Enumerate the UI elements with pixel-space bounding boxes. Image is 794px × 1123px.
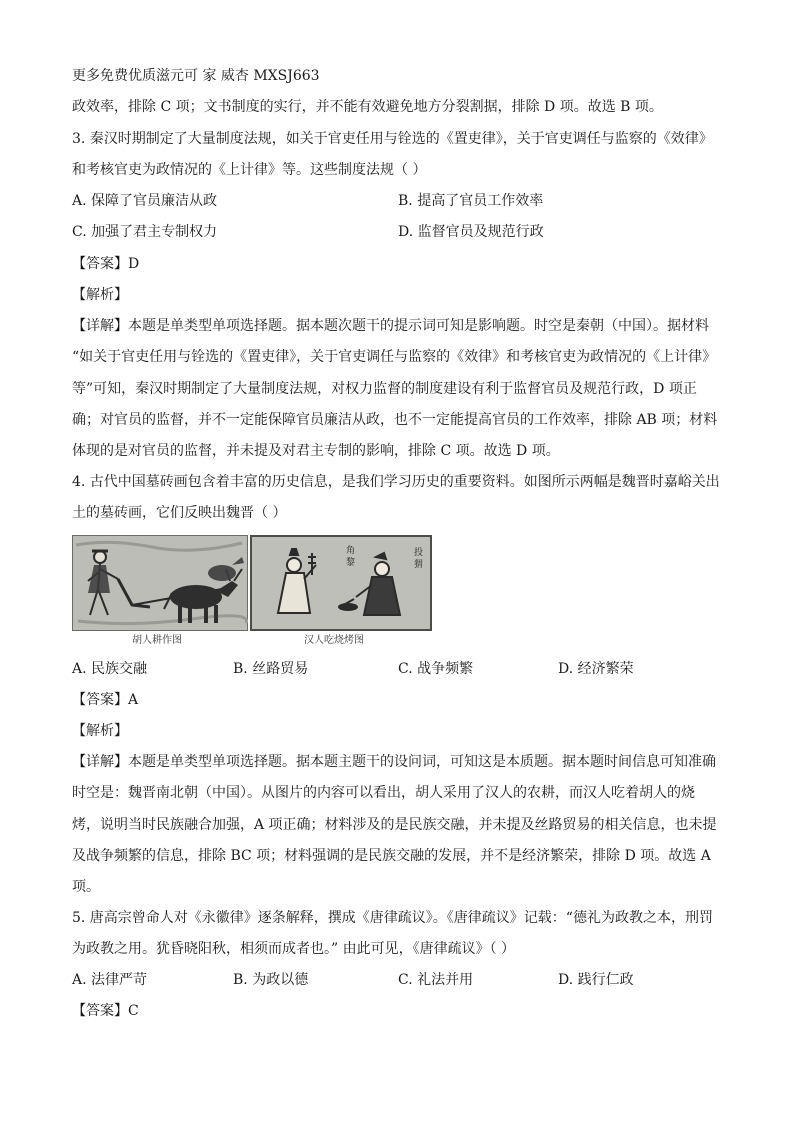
q4-stem-line1: 4. 古代中国墓砖画包含着丰富的历史信息，是我们学习历史的重要资料。如图所示两幅是魏晋时嘉峪关出 xyxy=(72,474,720,490)
answer-value: C xyxy=(128,1003,139,1019)
q4-detail-line4: 及战争频繁的信息，排除 BC 项；材料强调的是民族交融的发展，并不是经济繁荣，排除 D 项。故选 A xyxy=(72,848,711,864)
figure-barbecue-image xyxy=(250,535,432,631)
inscription-4: 猬 xyxy=(414,560,424,570)
q3-answer xyxy=(72,254,724,274)
q3-stem-line1: 3. 秦汉时期制定了大量制度法规，如关于官吏任用与铨选的《置吏律》，关于官吏调任与监察的《效律》 xyxy=(72,131,713,147)
q4-stem-line2: 土的墓砖画，它们反映出魏晋（ ） xyxy=(72,505,287,521)
q3-detail-line2: “如关于官吏任用与铨选的《置吏律》，关于官吏调任与监察的《效律》和考核官吏为政情况的《上计律》 xyxy=(72,349,717,365)
answer-tag: 【答案】 xyxy=(72,692,128,708)
q4-analysis-tag: 【解析】 xyxy=(72,723,128,739)
q5-answer xyxy=(72,1001,724,1021)
q3-stem-line2: 和考核官吏为政情况的《上计律》等。这些制度法规（ ） xyxy=(72,162,427,178)
q4-option-b: B. 丝路贸易 xyxy=(233,661,309,677)
detail-tag: 【详解】 xyxy=(72,318,128,334)
q5-option-b: B. 为政以德 xyxy=(233,972,309,988)
detail-tag: 【详解】 xyxy=(72,754,128,770)
q4-answer xyxy=(72,690,724,710)
figure-barbecue-caption: 汉人吃烧烤图 xyxy=(304,635,364,646)
answer-tag: 【答案】 xyxy=(72,256,128,272)
q3-option-b: B. 提高了官员工作效率 xyxy=(398,193,544,209)
barbecue-scene-drawing xyxy=(250,535,432,631)
q5-option-d: D. 践行仁政 xyxy=(558,972,634,988)
q3-option-d: D. 监督官员及规范行政 xyxy=(398,224,544,240)
previous-answer-tail: 政效率，排除 C 项；文书制度的实行，并不能有效避免地方分裂割据，排除 D 项。故选 B 项。 xyxy=(72,99,663,115)
detail-text: 本题是单类型单项选择题。据本题主题干的设问词，可知这是本质题。据本题时间信息可知准确 xyxy=(128,754,716,770)
plowing-scene-drawing xyxy=(72,535,248,631)
figure-plowing-caption: 胡人耕作图 xyxy=(132,635,182,646)
q3-option-c: C. 加强了君主专制权力 xyxy=(72,224,218,240)
q5-option-c: C. 礼法并用 xyxy=(398,972,474,988)
q5-stem-line1: 5. 唐高宗曾命人对《永徽律》逐条解释，撰成《唐律疏议》。《唐律疏议》记载：“德礼为政教之本，刑罚 xyxy=(72,910,713,926)
inscription-1: 角 xyxy=(346,546,356,556)
header-promo: 更多免费优质滋元可 家 威杏 MXSJ663 xyxy=(72,68,320,84)
q4-option-a: A. 民族交融 xyxy=(72,661,148,677)
q3-detail-line3: 等”可知，秦汉时期制定了大量制度法规，对权力监督的制度建设有利于监督官员及规范行政，D 项正 xyxy=(72,381,697,397)
q4-detail-line5: 项。 xyxy=(72,879,100,895)
q3-option-a: A. 保障了官员廉洁从政 xyxy=(72,193,218,209)
q3-detail-line1 xyxy=(72,316,724,336)
q4-option-d: D. 经济繁荣 xyxy=(558,661,634,677)
q3-analysis-tag: 【解析】 xyxy=(72,287,128,303)
q3-detail-line5: 体现的是对官员的监督，并未提及对君主专制的影响，排除 C 项。故选 D 项。 xyxy=(72,443,560,459)
inscription-3: 投 xyxy=(414,548,424,558)
q4-option-c: C. 战争频繁 xyxy=(398,661,474,677)
q4-detail-line1 xyxy=(72,752,724,772)
figure-plowing-image xyxy=(72,535,248,631)
q3-detail-line4: 确；对官员的监督，并不一定能保障官员廉洁从政，也不一定能提高官员的工作效率，排除 AB 项；材料 xyxy=(72,412,718,428)
answer-value: D xyxy=(128,256,140,272)
detail-text: 本题是单类型单项选择题。据本题次题干的提示词可知是影响题。时空是秦朝（中国）。据材料 xyxy=(128,318,709,334)
q5-option-a: A. 法律严苛 xyxy=(72,972,148,988)
inscription-2: 黎 xyxy=(346,558,356,568)
q5-stem-line2: 为政教之用。犹昏晓阳秋，相须而成者也。” 由此可见，《唐律疏议》（ ） xyxy=(72,941,516,957)
answer-value: A xyxy=(128,692,139,708)
q4-detail-line2: 时空是：魏晋南北朝（中国）。从图片的内容可以看出，胡人采用了汉人的农耕，而汉人吃着胡人的烧 xyxy=(72,785,695,801)
answer-tag: 【答案】 xyxy=(72,1003,128,1019)
q4-detail-line3: 烤，说明当时民族融合加强，A 项正确；材料涉及的是民族交融，并未提及丝路贸易的相关信息，也未提 xyxy=(72,817,717,833)
